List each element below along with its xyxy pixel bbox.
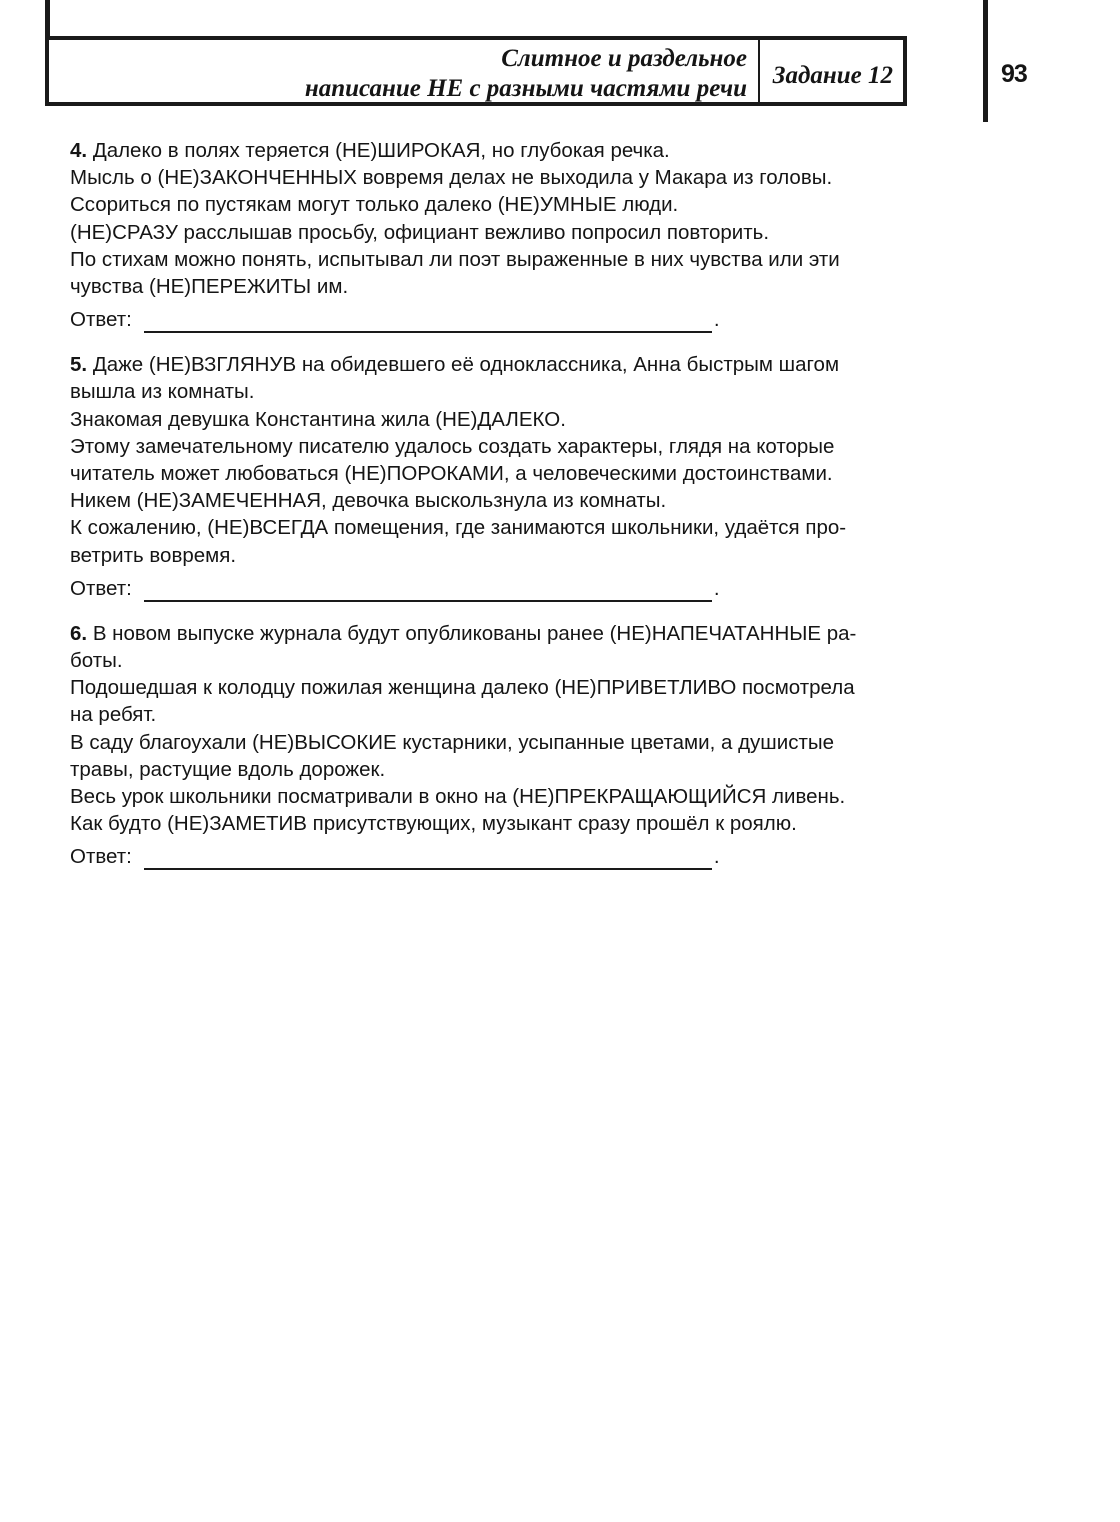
task-line: Мысль о (НЕ)ЗАКОНЧЕННЫХ вовремя делах не выходила у Макара из головы. xyxy=(70,166,833,190)
answer-field[interactable] xyxy=(144,311,712,333)
task-line: Весь урок школьники посматривали в окно на (НЕ)ПРЕКРАЩАЮЩИЙСЯ ливень. xyxy=(70,785,846,809)
task-line: В саду благоухали (НЕ)ВЫСОКИЕ кустарники, усыпанные цветами, а душистые xyxy=(70,730,834,754)
task-line: Подошедшая к колодцу пожилая женщина далеко (НЕ)ПРИВЕТЛИВО посмотрела xyxy=(70,676,855,700)
task-line: читатель может любоваться (НЕ)ПОРОКАМИ, а человеческими достоинствами. xyxy=(70,462,833,486)
task-line: Никем (НЕ)ЗАМЕЧЕННАЯ, девочка выскользнула из комнаты. xyxy=(70,489,667,513)
exercise-content xyxy=(70,137,1020,888)
task-line: чувства (НЕ)ПЕРЕЖИТЫ им. xyxy=(70,275,349,299)
task-line: К сожалению, (НЕ)ВСЕГДА помещения, где занимаются школьники, удаётся про- xyxy=(70,516,847,540)
section-title xyxy=(149,44,747,104)
answer-row: Ответ: . xyxy=(70,845,720,869)
section-title-line2: написание НЕ с разными частями речи xyxy=(304,75,747,102)
task-6 xyxy=(70,620,1020,871)
task-line: вышла из комнаты. xyxy=(70,380,255,404)
task-line: ветрить вовремя. xyxy=(70,543,237,567)
task-line: По стихам можно понять, испытывал ли поэт выраженные в них чувства или эти xyxy=(70,247,840,271)
task-line: Этому замечательному писателю удалось создать характеры, глядя на которые xyxy=(70,434,835,458)
task-line: Ссориться по пустякам могут только далеко (НЕ)УМНЫЕ люди. xyxy=(70,193,679,217)
section-title-line1: Слитное и раздельное xyxy=(501,45,747,72)
task-number: 4. xyxy=(70,139,88,162)
top-rule xyxy=(45,0,50,36)
task-line: Знакомая девушка Константина жила (НЕ)ДАЛЕКО. xyxy=(70,407,566,431)
answer-row: Ответ: . xyxy=(70,576,720,600)
task-4 xyxy=(70,137,1020,333)
answer-label: Ответ: xyxy=(70,308,132,332)
answer-field[interactable] xyxy=(144,580,712,602)
task-line: на ребят. xyxy=(70,703,157,727)
page-number: 93 xyxy=(1001,60,1027,88)
task-5 xyxy=(70,351,1020,602)
task-line: 6. В новом выпуске журнала будут опубликованы ранее (НЕ)НАПЕЧАТАННЫЕ ра- xyxy=(70,621,857,645)
task-line: травы, растущие вдоль дорожек. xyxy=(70,757,386,781)
task-line: (НЕ)СРАЗУ расслышав просьбу, официант вежливо попросил повторить. xyxy=(70,220,770,244)
answer-row: Ответ: . xyxy=(70,308,720,332)
task-line: 4. Далеко в полях теряется (НЕ)ШИРОКАЯ, но глубокая речка. xyxy=(70,139,670,162)
header-divider xyxy=(758,40,760,102)
task-number: 6. xyxy=(70,621,88,645)
task-line: боты. xyxy=(70,649,123,673)
section-header xyxy=(45,36,907,106)
margin-bar xyxy=(983,0,988,122)
task-line: 5. Даже (НЕ)ВЗГЛЯНУВ на обидевшего её одноклассника, Анна быстрым шагом xyxy=(70,353,840,377)
answer-label: Ответ: xyxy=(70,845,132,869)
task-label: Задание 12 xyxy=(772,62,893,89)
task-number: 5. xyxy=(70,353,88,377)
answer-label: Ответ: xyxy=(70,576,132,600)
task-line: Как будто (НЕ)ЗАМЕТИВ присутствующих, музыкант сразу прошёл к роялю. xyxy=(70,812,797,836)
answer-field[interactable] xyxy=(144,848,712,870)
